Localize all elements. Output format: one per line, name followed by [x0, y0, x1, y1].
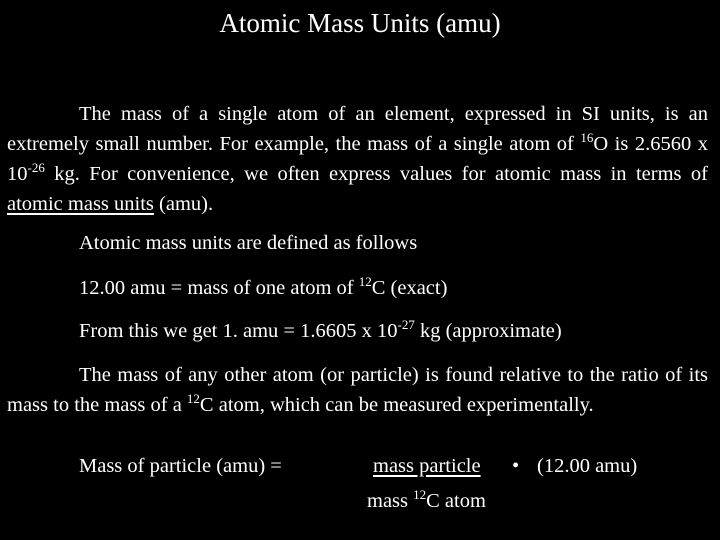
formula-denominator: [367, 487, 486, 513]
definition-intro: Atomic mass units are defined as follows: [79, 232, 418, 254]
multiply-bullet: •: [512, 455, 520, 477]
mass-number-16: 16: [580, 130, 594, 145]
relative-text-1: The mass of any other atom (or particle) is found relative to the ratio of its mass to the mass of a: [7, 364, 708, 416]
amu-conversion-text-2: kg (approximate): [414, 320, 562, 342]
amu-definition-text-2: C (exact): [371, 277, 448, 299]
atomic-mass-units-term: atomic mass units: [7, 193, 154, 215]
amu-conversion: [79, 318, 562, 344]
mass-number-12: 12: [358, 274, 372, 289]
amu-definition-text-1: 12.00 amu = mass of one atom of: [79, 277, 359, 299]
intro-paragraph: [7, 99, 708, 219]
formula-factor: (12.00 amu): [537, 455, 638, 477]
relative-text-2: C atom, which can be measured experimentally.: [199, 394, 594, 416]
exponent-minus-26: -26: [27, 160, 45, 175]
intro-text-3: kg. For convenience, we often express values for atomic mass in terms of: [44, 163, 708, 185]
mass-number-12: 12: [186, 391, 200, 406]
mass-number-12: 12: [413, 487, 427, 502]
relative-mass-paragraph: [7, 360, 708, 420]
intro-text-1: The mass of a single atom of an element, expressed in SI units, is an extremely small number. For example, the mass of a single atom of: [7, 103, 708, 155]
formula-left-side: Mass of particle (amu) =: [79, 455, 282, 477]
denominator-text-2: C atom: [426, 490, 486, 512]
mass-formula: [79, 455, 699, 525]
exponent-minus-27: -27: [397, 317, 415, 332]
denominator-text-1: mass: [367, 490, 414, 512]
intro-text-2: O is 2.6560 x 10: [7, 133, 708, 185]
amu-conversion-text-1: From this we get 1. amu = 1.6605 x 10: [79, 320, 398, 342]
slide-title: Atomic Mass Units (amu): [219, 8, 501, 38]
amu-definition: [79, 275, 447, 301]
formula-numerator: mass particle: [373, 455, 481, 477]
intro-text-4: (amu).: [153, 193, 214, 215]
